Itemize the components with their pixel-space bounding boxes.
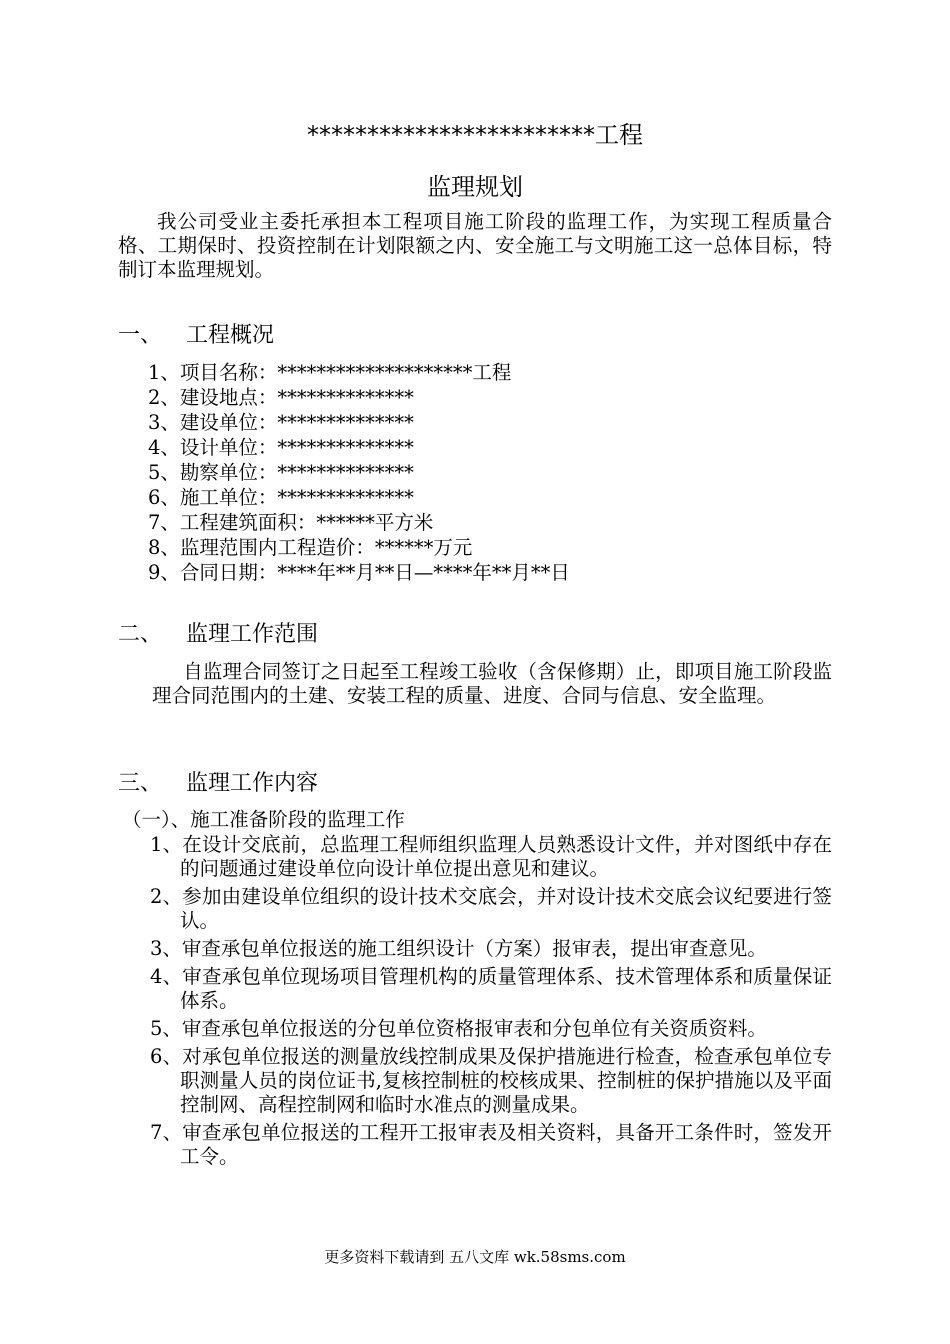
section-heading-overview xyxy=(118,322,274,350)
list-item: 4、审查承包单位现场项目管理机构的质量管理体系、技术管理体系和质量保证体系。 xyxy=(150,965,832,1012)
section-number: 三、 xyxy=(118,771,163,796)
section-number: 二、 xyxy=(118,622,163,647)
section-heading-scope xyxy=(118,621,318,649)
project-overview-list xyxy=(148,360,570,585)
scope-paragraph: 自监理合同签订之日起至工程竣工验收（含保修期）止，即项目施工阶段监理合同范围内的土建、安装工程的质量、进度、合同与信息、安全监理。 xyxy=(152,660,832,707)
list-item: 7、工程建筑面积：******平方米 xyxy=(148,511,434,534)
section-heading-content xyxy=(118,770,318,798)
list-item: 3、建设单位：************** xyxy=(148,411,414,434)
list-item: 6、施工单位：************** xyxy=(148,486,414,509)
list-item: 2、建设地点：************** xyxy=(148,386,414,409)
list-item: 3、审查承包单位报送的施工组织设计（方案）报审表，提出审查意见。 xyxy=(150,937,767,960)
list-item: 4、设计单位：************** xyxy=(148,436,414,459)
document-title: ************************工程 xyxy=(307,121,643,149)
document-subtitle: 监理规划 xyxy=(427,173,523,201)
list-item: 2、参加由建设单位组织的设计技术交底会，并对设计技术交底会议纪要进行签认。 xyxy=(150,885,832,932)
list-item: 5、审查承包单位报送的分包单位资格报审表和分包单位有关资质资料。 xyxy=(150,1017,767,1040)
prep-stage-list xyxy=(150,833,832,1173)
section-title: 工程概况 xyxy=(186,323,275,348)
list-item: 5、勘察单位：************** xyxy=(148,461,414,484)
list-item: 6、对承包单位报送的测量放线控制成果及保护措施进行检查，检查承包单位专职测量人员的岗位证书,复核控制桩的校核成果、控制桩的保护措施以及平面控制网、高程控制网和临时水准点的测量成果。 xyxy=(150,1045,832,1116)
list-item: 1、项目名称：********************工程 xyxy=(148,361,512,384)
list-item: 9、合同日期：****年**月**日—****年**月**日 xyxy=(148,561,570,584)
section-title: 监理工作内容 xyxy=(186,771,319,796)
section-number: 一、 xyxy=(118,323,163,348)
list-item: 1、在设计交底前，总监理工程师组织监理人员熟悉设计文件，并对图纸中存在的问题通过建设单位向设计单位提出意见和建议。 xyxy=(150,833,832,880)
section-title: 监理工作范围 xyxy=(186,622,319,647)
list-item: 7、审查承包单位报送的工程开工报审表及相关资料，具备开工条件时，签发开工令。 xyxy=(150,1121,832,1168)
intro-paragraph: 我公司受业主委托承担本工程项目施工阶段的监理工作，为实现工程质量合格、工期保时、投资控制在计划限额之内、安全施工与文明施工这一总体目标，特制订本监理规划。 xyxy=(118,210,832,281)
list-item: 8、监理范围内工程造价：******万元 xyxy=(148,536,473,559)
page-footer: 更多资料下载请到 五八文库 wk.58sms.com xyxy=(324,1248,626,1266)
subsection-heading: （一）、施工准备阶段的监理工作 xyxy=(122,808,405,831)
